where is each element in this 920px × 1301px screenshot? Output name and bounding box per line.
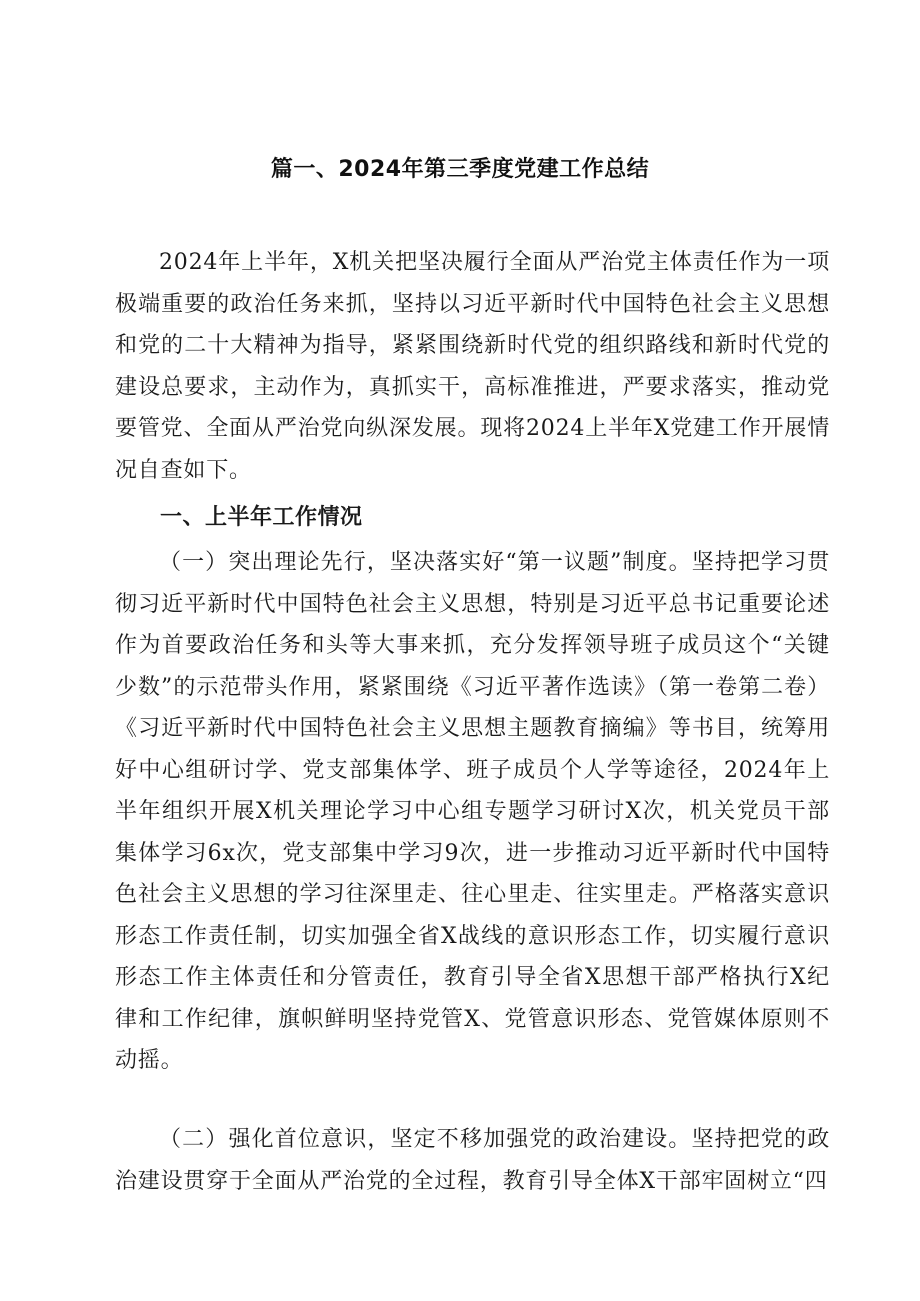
intro-paragraph: 2024年上半年，X机关把坚决履行全面从严治党主体责任作为一项极端重要的政治任务来抓，坚持以习近平新时代中国特色社会主义思想和党的二十大精神为指导，紧紧围绕新时代党的组织路线和新时代党的建设总要求，主动作为，真抓实干，高标准推进，严要求落实，推动党要管党、全面从严治党向纵深发展。现将2024上半年X党建工作开展情况自查如下。	[115, 250, 830, 483]
section-heading: 一、上半年工作情况	[160, 505, 363, 530]
paragraph-theory-first: （一）突出理论先行，坚决落实好“第一议题”制度。坚持把学习贯彻习近平新时代中国特色社会主义思想，特别是习近平总书记重要论述作为首要政治任务和头等大事来抓，充分发挥领导班子成员这个“关键少数”的示范带头作用，紧紧围绕《习近平著作选读》（第一卷第二卷）《习近平新时代中国特色社会主义思想主题教育摘编》等书目，统筹用好中心组研讨学、党支部集体学、班子成员个人学等途径，2024年上半年组织开展X机关理论学习中心组专题学习研讨X次，机关党员干部集体学习6x次，党支部集中学习9次，进一步推动习近平新时代中国特色社会主义思想的学习往深里走、往心里走、往实里走。严格落实意识形态工作责任制，切实加强全省X战线的意识形态工作，切实履行意识形态工作主体责任和分管责任，教育引导全省X思想干部严格执行X纪律和工作纪律，旗帜鲜明坚持党管X、党管意识形态、党管媒体原则不动摇。	[115, 550, 830, 1073]
paragraph-political-building: （二）强化首位意识，坚定不移加强党的政治建设。坚持把党的政治建设贯穿于全面从严治党的全过程，教育引导全体X干部牢固树立“四	[115, 1127, 830, 1194]
document-title: 篇一、2024年第三季度党建工作总结	[270, 157, 650, 182]
